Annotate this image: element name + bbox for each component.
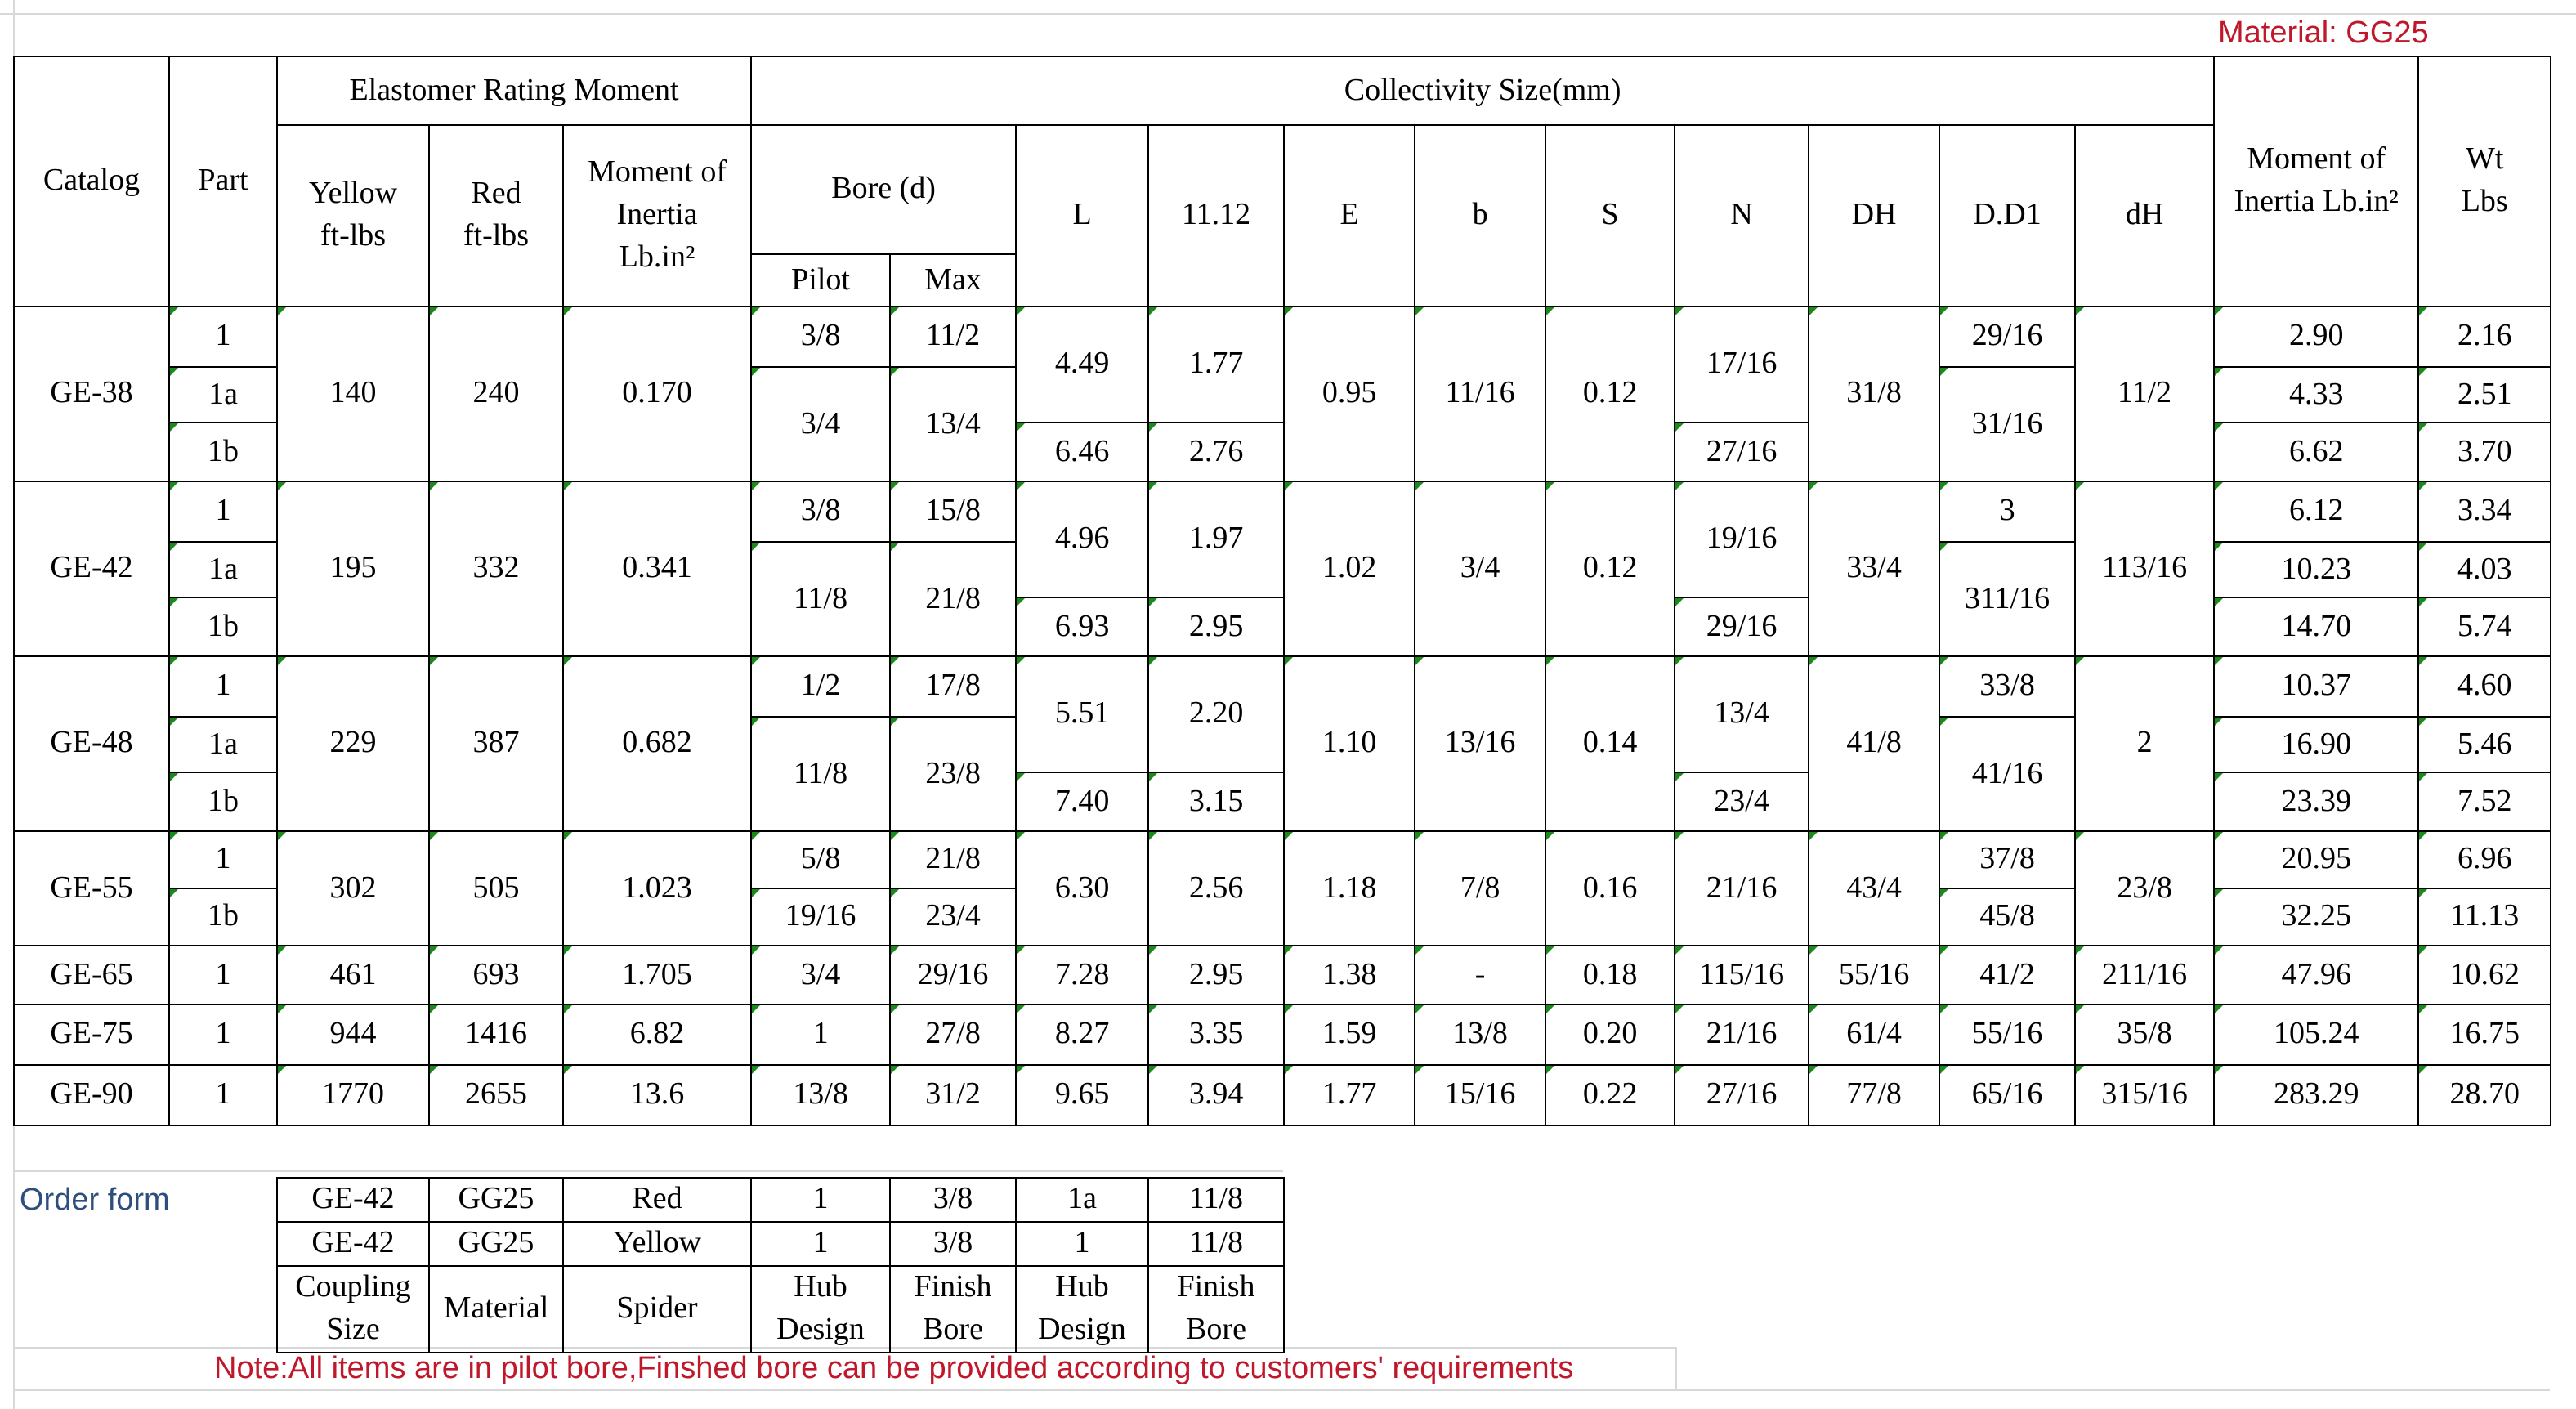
header-max: Max bbox=[890, 254, 1016, 306]
table-cell: 387 bbox=[429, 656, 563, 831]
part-cell: 1 bbox=[169, 1004, 277, 1065]
order-cell: Red bbox=[563, 1178, 751, 1222]
table-cell: 11.13 bbox=[2418, 888, 2551, 946]
table-cell: 7/8 bbox=[1415, 831, 1545, 946]
table-cell: 41/2 bbox=[1939, 946, 2075, 1004]
part-cell: 1 bbox=[169, 831, 277, 888]
table-cell: 21/16 bbox=[1675, 1004, 1809, 1065]
table-cell: 113/16 bbox=[2075, 481, 2214, 656]
table-cell: 47.96 bbox=[2214, 946, 2418, 1004]
table-cell: 2655 bbox=[429, 1065, 563, 1125]
table-cell: 3.70 bbox=[2418, 423, 2551, 481]
table-cell: 1/2 bbox=[751, 656, 890, 717]
table-cell: 0.341 bbox=[563, 481, 751, 656]
order-header-cell bbox=[751, 1266, 890, 1353]
order-cell: 3/8 bbox=[890, 1222, 1016, 1266]
sheet-gridline bbox=[1675, 1347, 1677, 1389]
cell-text-line: Spider bbox=[616, 1291, 698, 1326]
order-form-table bbox=[276, 1177, 1285, 1353]
table-cell: 5.74 bbox=[2418, 597, 2551, 656]
table-cell: 23/4 bbox=[1675, 772, 1809, 831]
catalog-cell: GE-75 bbox=[14, 1004, 169, 1065]
table-cell: 302 bbox=[277, 831, 429, 946]
table-cell: 0.18 bbox=[1545, 946, 1675, 1004]
table-cell: 13.6 bbox=[563, 1065, 751, 1125]
header-l: L bbox=[1016, 125, 1148, 306]
table-cell: 0.170 bbox=[563, 306, 751, 481]
table-cell: 23.39 bbox=[2214, 772, 2418, 831]
table-cell: 2.90 bbox=[2214, 306, 2418, 367]
order-cell: 1a bbox=[1016, 1178, 1148, 1222]
table-cell: 11/8 bbox=[751, 717, 890, 831]
table-cell: 6.46 bbox=[1016, 423, 1148, 481]
table-cell: 10.37 bbox=[2214, 656, 2418, 717]
cell-text-line: Bore bbox=[923, 1313, 983, 1347]
table-cell: 29/16 bbox=[890, 946, 1016, 1004]
table-row bbox=[14, 656, 2551, 717]
table-cell: 0.12 bbox=[1545, 481, 1675, 656]
cell-text-line: Inertia bbox=[616, 198, 698, 232]
table-cell: 0.20 bbox=[1545, 1004, 1675, 1065]
cell-text-line: Design bbox=[776, 1313, 865, 1347]
table-cell: 283.29 bbox=[2214, 1065, 2418, 1125]
order-cell: 1 bbox=[751, 1178, 890, 1222]
order-cell: 11/8 bbox=[1148, 1222, 1284, 1266]
table-cell: 7.40 bbox=[1016, 772, 1148, 831]
table-cell: 2.95 bbox=[1148, 946, 1284, 1004]
order-header-cell bbox=[1016, 1266, 1148, 1353]
order-cell: 3/8 bbox=[890, 1178, 1016, 1222]
table-cell: 944 bbox=[277, 1004, 429, 1065]
table-cell: 0.16 bbox=[1545, 831, 1675, 946]
cell-text-line: Bore bbox=[1186, 1313, 1246, 1347]
table-cell: 3.15 bbox=[1148, 772, 1284, 831]
order-row bbox=[277, 1222, 1284, 1266]
part-cell: 1b bbox=[169, 888, 277, 946]
table-cell: 1.023 bbox=[563, 831, 751, 946]
table-cell: 6.82 bbox=[563, 1004, 751, 1065]
table-cell: 3/8 bbox=[751, 481, 890, 542]
table-cell: 35/8 bbox=[2075, 1004, 2214, 1065]
part-cell: 1b bbox=[169, 597, 277, 656]
part-cell: 1b bbox=[169, 423, 277, 481]
table-cell: 5.46 bbox=[2418, 717, 2551, 772]
part-cell: 1 bbox=[169, 481, 277, 542]
table-cell: 0.22 bbox=[1545, 1065, 1675, 1125]
table-cell: 195 bbox=[277, 481, 429, 656]
cell-text-line: Wt bbox=[2465, 142, 2504, 177]
sheet-gridline bbox=[0, 13, 2576, 15]
table-cell: 1.77 bbox=[1284, 1065, 1415, 1125]
header-row bbox=[14, 125, 2551, 254]
table-cell: 1770 bbox=[277, 1065, 429, 1125]
table-cell: 33/4 bbox=[1809, 481, 1939, 656]
table-cell: 240 bbox=[429, 306, 563, 481]
table-cell: 505 bbox=[429, 831, 563, 946]
header-l12: 11.12 bbox=[1148, 125, 1284, 306]
part-cell: 1a bbox=[169, 542, 277, 597]
table-cell: 33/8 bbox=[1939, 656, 2075, 717]
table-cell: 29/16 bbox=[1939, 306, 2075, 367]
order-cell: Yellow bbox=[563, 1222, 751, 1266]
header-catalog: Catalog bbox=[14, 56, 169, 306]
table-cell: 3.35 bbox=[1148, 1004, 1284, 1065]
table-cell: 19/16 bbox=[1675, 481, 1809, 597]
table-cell: 0.682 bbox=[563, 656, 751, 831]
header-e: E bbox=[1284, 125, 1415, 306]
cell-text-line: Hub bbox=[794, 1270, 847, 1304]
part-cell: 1b bbox=[169, 772, 277, 831]
table-cell: 1.77 bbox=[1148, 306, 1284, 423]
cell-text-line: Lb.in² bbox=[619, 240, 695, 275]
table-cell: 15/16 bbox=[1415, 1065, 1545, 1125]
table-cell: 2.56 bbox=[1148, 831, 1284, 946]
table-cell: 0.95 bbox=[1284, 306, 1415, 481]
table-cell: 65/16 bbox=[1939, 1065, 2075, 1125]
order-header-row bbox=[277, 1266, 1284, 1353]
header-dh: DH bbox=[1809, 125, 1939, 306]
table-cell: 461 bbox=[277, 946, 429, 1004]
table-cell: 16.75 bbox=[2418, 1004, 2551, 1065]
table-cell: 1.02 bbox=[1284, 481, 1415, 656]
table-cell: 41/8 bbox=[1809, 656, 1939, 831]
table-cell: 10.62 bbox=[2418, 946, 2551, 1004]
catalog-cell: GE-90 bbox=[14, 1065, 169, 1125]
cell-text-line: ft-lbs bbox=[320, 219, 387, 253]
table-cell: 4.60 bbox=[2418, 656, 2551, 717]
table-cell: 3/4 bbox=[751, 946, 890, 1004]
table-cell: 61/4 bbox=[1809, 1004, 1939, 1065]
table-cell: 11/16 bbox=[1415, 306, 1545, 481]
table-cell: 5.51 bbox=[1016, 656, 1148, 772]
table-cell: 2.76 bbox=[1148, 423, 1284, 481]
table-cell: 115/16 bbox=[1675, 946, 1809, 1004]
table-cell: 31/2 bbox=[890, 1065, 1016, 1125]
cell-text-line: Size bbox=[326, 1313, 380, 1347]
table-cell: 13/8 bbox=[751, 1065, 890, 1125]
table-cell: 45/8 bbox=[1939, 888, 2075, 946]
table-cell: 32.25 bbox=[2214, 888, 2418, 946]
table-cell: 3/8 bbox=[751, 306, 890, 367]
table-cell: 315/16 bbox=[2075, 1065, 2214, 1125]
table-cell: 13/4 bbox=[890, 367, 1016, 481]
table-cell: 2.95 bbox=[1148, 597, 1284, 656]
order-header-cell bbox=[1148, 1266, 1284, 1353]
table-cell: 27/8 bbox=[890, 1004, 1016, 1065]
part-cell: 1a bbox=[169, 717, 277, 772]
catalog-cell: GE-48 bbox=[14, 656, 169, 831]
table-cell: 11/2 bbox=[2075, 306, 2214, 481]
table-cell: 11/8 bbox=[751, 542, 890, 656]
table-cell: 1 bbox=[751, 1004, 890, 1065]
table-cell: 105.24 bbox=[2214, 1004, 2418, 1065]
table-cell: 21/8 bbox=[890, 542, 1016, 656]
table-cell: 31/8 bbox=[1809, 306, 1939, 481]
table-cell: 4.03 bbox=[2418, 542, 2551, 597]
header-collectivity-size: Collectivity Size(mm) bbox=[751, 56, 2214, 125]
sheet-gridline bbox=[13, 1170, 1283, 1172]
table-cell: 229 bbox=[277, 656, 429, 831]
header-bore: Bore (d) bbox=[751, 125, 1016, 254]
order-header-cell bbox=[563, 1266, 751, 1353]
order-cell: 1 bbox=[751, 1222, 890, 1266]
table-cell: 4.96 bbox=[1016, 481, 1148, 597]
table-cell: 1416 bbox=[429, 1004, 563, 1065]
table-cell: 23/8 bbox=[2075, 831, 2214, 946]
order-cell: GG25 bbox=[429, 1222, 563, 1266]
header-part: Part bbox=[169, 56, 277, 306]
header-elastomer-rating-moment: Elastomer Rating Moment bbox=[277, 56, 751, 125]
part-cell: 1 bbox=[169, 946, 277, 1004]
table-cell: 8.27 bbox=[1016, 1004, 1148, 1065]
table-cell: 1.705 bbox=[563, 946, 751, 1004]
part-cell: 1a bbox=[169, 367, 277, 423]
table-cell: 2.16 bbox=[2418, 306, 2551, 367]
header-n: N bbox=[1675, 125, 1809, 306]
table-cell: 55/16 bbox=[1809, 946, 1939, 1004]
header-moment-of-inertia bbox=[2214, 56, 2418, 306]
table-cell: 29/16 bbox=[1675, 597, 1809, 656]
header-s: S bbox=[1545, 125, 1675, 306]
table-cell: - bbox=[1415, 946, 1545, 1004]
table-cell: 10.23 bbox=[2214, 542, 2418, 597]
order-cell: GE-42 bbox=[277, 1178, 429, 1222]
table-cell: 4.33 bbox=[2214, 367, 2418, 423]
table-cell: 4.49 bbox=[1016, 306, 1148, 423]
header-weight bbox=[2418, 56, 2551, 306]
cell-text-line: Coupling bbox=[295, 1270, 411, 1304]
cell-text-line: Red bbox=[471, 177, 521, 211]
table-cell: 7.52 bbox=[2418, 772, 2551, 831]
catalog-cell: GE-55 bbox=[14, 831, 169, 946]
table-cell: 2.20 bbox=[1148, 656, 1284, 772]
table-cell: 6.12 bbox=[2214, 481, 2418, 542]
part-cell: 1 bbox=[169, 656, 277, 717]
cell-text-line: Moment of bbox=[588, 155, 727, 190]
table-cell: 13/4 bbox=[1675, 656, 1809, 772]
table-cell: 0.12 bbox=[1545, 306, 1675, 481]
table-cell: 3.34 bbox=[2418, 481, 2551, 542]
table-cell: 211/16 bbox=[2075, 946, 2214, 1004]
table-cell: 9.65 bbox=[1016, 1065, 1148, 1125]
table-cell: 3/4 bbox=[1415, 481, 1545, 656]
table-cell: 7.28 bbox=[1016, 946, 1148, 1004]
table-cell: 27/16 bbox=[1675, 1065, 1809, 1125]
table-cell: 27/16 bbox=[1675, 423, 1809, 481]
table-cell: 37/8 bbox=[1939, 831, 2075, 888]
order-cell: 11/8 bbox=[1148, 1178, 1284, 1222]
table-cell: 28.70 bbox=[2418, 1065, 2551, 1125]
order-cell: 1 bbox=[1016, 1222, 1148, 1266]
table-cell: 5/8 bbox=[751, 831, 890, 888]
table-cell: 1.97 bbox=[1148, 481, 1284, 597]
catalog-cell: GE-38 bbox=[14, 306, 169, 481]
table-row bbox=[14, 946, 2551, 1004]
order-header-cell bbox=[890, 1266, 1016, 1353]
header-row bbox=[14, 56, 2551, 125]
table-cell: 17/16 bbox=[1675, 306, 1809, 423]
cell-text-line: Moment of bbox=[2247, 142, 2386, 177]
table-cell: 1.59 bbox=[1284, 1004, 1415, 1065]
table-cell: 6.62 bbox=[2214, 423, 2418, 481]
table-cell: 6.96 bbox=[2418, 831, 2551, 888]
table-cell: 14.70 bbox=[2214, 597, 2418, 656]
order-row bbox=[277, 1178, 1284, 1222]
table-cell: 3.94 bbox=[1148, 1065, 1284, 1125]
table-row bbox=[14, 1004, 2551, 1065]
table-cell: 21/8 bbox=[890, 831, 1016, 888]
table-cell: 0.14 bbox=[1545, 656, 1675, 831]
table-cell: 77/8 bbox=[1809, 1065, 1939, 1125]
material-label: Material: GG25 bbox=[2218, 16, 2429, 51]
table-row bbox=[14, 306, 2551, 367]
catalog-cell: GE-65 bbox=[14, 946, 169, 1004]
table-cell: 19/16 bbox=[751, 888, 890, 946]
order-form-label: Order form bbox=[20, 1183, 170, 1218]
sheet-gridline bbox=[13, 1389, 2550, 1391]
cell-text-line: Design bbox=[1038, 1313, 1126, 1347]
table-cell: 17/8 bbox=[890, 656, 1016, 717]
cell-text-line: Hub bbox=[1055, 1270, 1109, 1304]
table-row bbox=[14, 1065, 2551, 1125]
table-cell: 311/16 bbox=[1939, 542, 2075, 656]
table-cell: 23/4 bbox=[890, 888, 1016, 946]
table-cell: 6.93 bbox=[1016, 597, 1148, 656]
table-cell: 332 bbox=[429, 481, 563, 656]
header-moment-of-inertia-small bbox=[563, 125, 751, 306]
table-cell: 13/8 bbox=[1415, 1004, 1545, 1065]
table-cell: 693 bbox=[429, 946, 563, 1004]
table-cell: 20.95 bbox=[2214, 831, 2418, 888]
table-cell: 23/8 bbox=[890, 717, 1016, 831]
table-cell: 1.38 bbox=[1284, 946, 1415, 1004]
table-cell: 3 bbox=[1939, 481, 2075, 542]
order-header-cell bbox=[277, 1266, 429, 1353]
table-cell: 6.30 bbox=[1016, 831, 1148, 946]
table-row bbox=[14, 831, 2551, 888]
table-row bbox=[14, 481, 2551, 542]
part-cell: 1 bbox=[169, 1065, 277, 1125]
cell-text-line: Finish bbox=[914, 1270, 992, 1304]
table-cell: 21/16 bbox=[1675, 831, 1809, 946]
order-cell: GG25 bbox=[429, 1178, 563, 1222]
header-b: b bbox=[1415, 125, 1545, 306]
cell-text-line: Finish bbox=[1177, 1270, 1255, 1304]
cell-text-line: Lbs bbox=[2461, 185, 2508, 219]
order-header-cell bbox=[429, 1266, 563, 1353]
catalog-cell: GE-42 bbox=[14, 481, 169, 656]
table-cell: 55/16 bbox=[1939, 1004, 2075, 1065]
header-dh: dH bbox=[2075, 125, 2214, 306]
table-cell: 1.10 bbox=[1284, 656, 1415, 831]
header-dd1: D.D1 bbox=[1939, 125, 2075, 306]
table-cell: 43/4 bbox=[1809, 831, 1939, 946]
table-cell: 41/16 bbox=[1939, 717, 2075, 831]
table-cell: 13/16 bbox=[1415, 656, 1545, 831]
header-pilot: Pilot bbox=[751, 254, 890, 306]
table-cell: 140 bbox=[277, 306, 429, 481]
cell-text-line: ft-lbs bbox=[463, 219, 530, 253]
part-cell: 1 bbox=[169, 306, 277, 367]
table-cell: 2.51 bbox=[2418, 367, 2551, 423]
table-cell: 1.18 bbox=[1284, 831, 1415, 946]
spec-table bbox=[13, 56, 2551, 1126]
cell-text-line: Inertia Lb.in² bbox=[2234, 185, 2399, 219]
table-cell: 2 bbox=[2075, 656, 2214, 831]
table-cell: 15/8 bbox=[890, 481, 1016, 542]
header-yellow bbox=[277, 125, 429, 306]
table-cell: 31/16 bbox=[1939, 367, 2075, 481]
table-cell: 3/4 bbox=[751, 367, 890, 481]
table-cell: 11/2 bbox=[890, 306, 1016, 367]
cell-text-line: Material bbox=[443, 1291, 549, 1326]
table-cell: 16.90 bbox=[2214, 717, 2418, 772]
cell-text-line: Yellow bbox=[308, 177, 398, 211]
order-cell: GE-42 bbox=[277, 1222, 429, 1266]
pilot-bore-note: Note:All items are in pilot bore,Finshed bore can be provided according to customers' requirements bbox=[214, 1352, 1574, 1386]
header-red bbox=[429, 125, 563, 306]
